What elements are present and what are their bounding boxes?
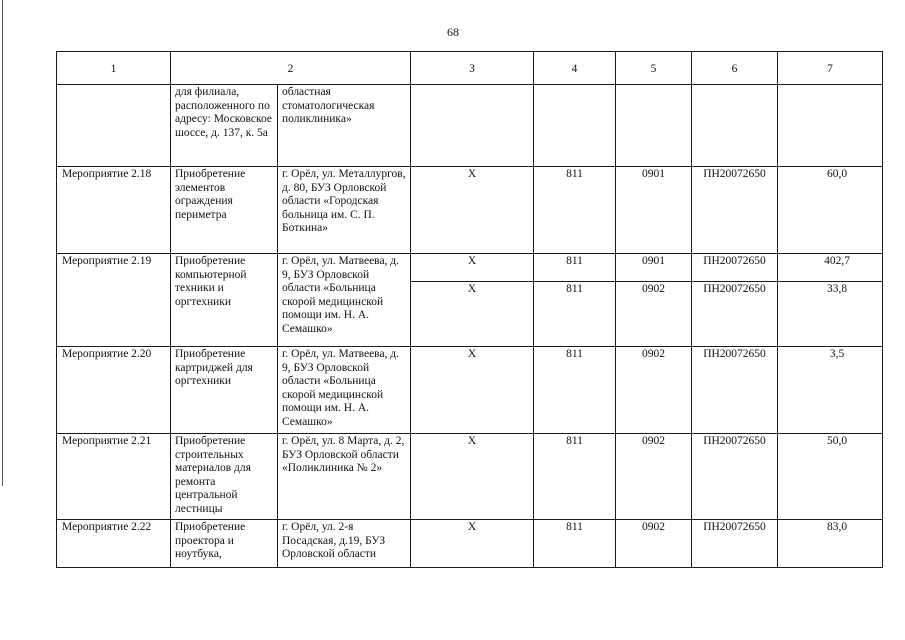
amount-value: 50,0 (778, 434, 883, 520)
activity-label: Мероприятие 2.19 (57, 254, 171, 347)
grbs-code (534, 85, 616, 167)
activity-description: для филиала, расположенного по адресу: Московское шоссе, д. 137, к. 5а (171, 85, 278, 167)
section-code (616, 85, 692, 167)
activity-description: Приобретение картриджей для оргтехники (171, 347, 278, 434)
target-article-code: ПН20072650 (692, 520, 778, 568)
executor-mark: Х (411, 254, 534, 282)
section-code: 0902 (616, 520, 692, 568)
activity-description: Приобретение элементов ограждения периметра (171, 167, 278, 254)
amount-value: 3,5 (778, 347, 883, 434)
executor-mark: Х (411, 167, 534, 254)
executor-mark: Х (411, 434, 534, 520)
target-article-code: ПН20072650 (692, 167, 778, 254)
activity-location: г. Орёл, ул. Металлургов, д. 80, БУЗ Орловской области «Городская больница им. С. П. Боткина» (278, 167, 411, 254)
activity-label: Мероприятие 2.21 (57, 434, 171, 520)
executor-mark: Х (411, 520, 534, 568)
amount-value: 60,0 (778, 167, 883, 254)
budget-table (56, 51, 883, 568)
section-code: 0902 (616, 347, 692, 434)
grbs-code: 811 (534, 347, 616, 434)
table-row (57, 167, 883, 254)
header-col-2: 2 (171, 52, 411, 85)
section-code: 0901 (616, 254, 692, 282)
executor-mark: Х (411, 347, 534, 434)
target-article-code: ПН20072650 (692, 347, 778, 434)
activity-location: г. Орёл, ул. Матвеева, д. 9, БУЗ Орловской области «Больница скорой медицинской помощи им. Н. А. Семашко» (278, 254, 411, 347)
target-article-code: ПН20072650 (692, 282, 778, 347)
section-code: 0901 (616, 167, 692, 254)
activity-label: Мероприятие 2.18 (57, 167, 171, 254)
header-col-5: 5 (616, 52, 692, 85)
executor-mark: Х (411, 282, 534, 347)
amount-value: 83,0 (778, 520, 883, 568)
section-code: 0902 (616, 282, 692, 347)
activity-location: областная стоматологическая поликлиника» (278, 85, 411, 167)
target-article-code: ПН20072650 (692, 434, 778, 520)
header-col-6: 6 (692, 52, 778, 85)
header-col-1: 1 (57, 52, 171, 85)
header-col-7: 7 (778, 52, 883, 85)
table-row (57, 347, 883, 434)
table-row (57, 254, 883, 282)
grbs-code: 811 (534, 282, 616, 347)
activity-label (57, 85, 171, 167)
activity-location: г. Орёл, ул. 2-я Посадская, д.19, БУЗ Орловской области (278, 520, 411, 568)
activity-label: Мероприятие 2.22 (57, 520, 171, 568)
target-article-code (692, 85, 778, 167)
section-code: 0902 (616, 434, 692, 520)
header-col-4: 4 (534, 52, 616, 85)
target-article-code: ПН20072650 (692, 254, 778, 282)
activity-description: Приобретение проектора и ноутбука, (171, 520, 278, 568)
activity-location: г. Орёл, ул. 8 Марта, д. 2, БУЗ Орловской области «Поликлиника № 2» (278, 434, 411, 520)
table-row (57, 434, 883, 520)
executor-mark (411, 85, 534, 167)
header-col-3: 3 (411, 52, 534, 85)
page-edge-rule (2, 0, 3, 486)
amount-value (778, 85, 883, 167)
table-row (57, 85, 883, 167)
grbs-code: 811 (534, 254, 616, 282)
header-row (57, 52, 883, 85)
amount-value: 402,7 (778, 254, 883, 282)
page-number: 68 (447, 25, 459, 39)
activity-description: Приобретение строительных материалов для ремонта центральной лестницы (171, 434, 278, 520)
grbs-code: 811 (534, 167, 616, 254)
grbs-code: 811 (534, 434, 616, 520)
activity-location: г. Орёл, ул. Матвеева, д. 9, БУЗ Орловской области «Больница скорой медицинской помощи им. Н. А. Семашко» (278, 347, 411, 434)
amount-value: 33,8 (778, 282, 883, 347)
activity-label: Мероприятие 2.20 (57, 347, 171, 434)
grbs-code: 811 (534, 520, 616, 568)
activity-description: Приобретение компьютерной техники и оргтехники (171, 254, 278, 347)
table-row (57, 520, 883, 568)
